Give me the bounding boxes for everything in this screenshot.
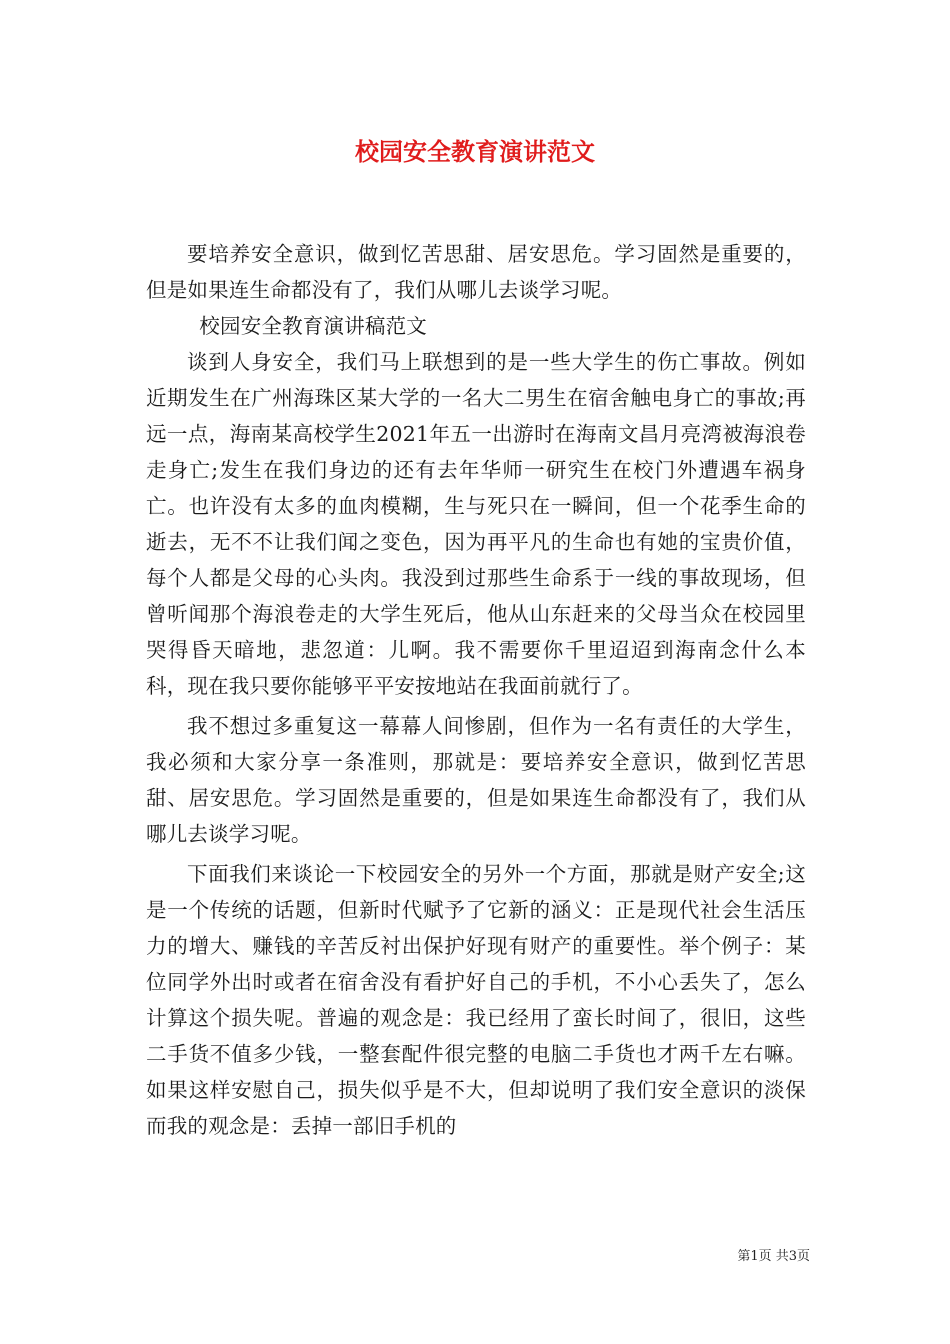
paragraph-principle: 我不想过多重复这一幕幕人间惨剧，但作为一名有责任的大学生，我必须和大家分享一条准则，那就是：要培养安全意识，做到忆苦思甜、居安思危。学习固然是重要的，但是如果连生命都没有了，我们从哪儿去谈学习呢。: [146, 714, 806, 846]
paragraph-property-safety: 下面我们来谈论一下校园安全的另外一个方面，那就是财产安全;这是一个传统的话题，但新时代赋予了它新的涵义：正是现代社会生活压力的增大、赚钱的辛苦反衬出保护好现有财产的重要性。举个例子：某位同学外出时或者在宿舍没有看护好自己的手机，不小心丢失了，怎么计算这个损失呢。普遍的观念是：我已经用了蛮长时间了，很旧，这些二手货不值多少钱，一整套配件很完整的电脑二手货也才两千左右嘛。如果这样安慰自己，损失似乎是不大，但却说明了我们安全意识的淡保而我的观念是：丢掉一部旧手机的: [146, 862, 806, 1138]
paragraph-intro: 要培养安全意识，做到忆苦思甜、居安思危。学习固然是重要的，但是如果连生命都没有了，我们从哪儿去谈学习呢。: [146, 242, 806, 302]
paragraph-subtitle: 校园安全教育演讲稿范文: [199, 314, 427, 338]
page-number: 第1页 共3页: [737, 1249, 810, 1264]
paragraph-personal-safety: 谈到人身安全，我们马上联想到的是一些大学生的伤亡事故。例如近期发生在广州海珠区某大学的一名大二男生在宿舍触电身亡的事故;再远一点，海南某高校学生2021年五一出游时在海南文昌月亮湾被海浪卷走身亡;发生在我们身边的还有去年华师一研究生在校门外遭遇车祸身亡。也许没有太多的血肉模糊，生与死只在一瞬间，但一个花季生命的逝去，无不不让我们闻之变色，因为再平凡的生命也有她的宝贵价值，每个人都是父母的心头肉。我没到过那些生命系于一线的事故现场，但曾听闻那个海浪卷走的大学生死后，他从山东赶来的父母当众在校园里哭得昏天暗地，悲忽道：儿啊。我不需要你千里迢迢到海南念什么本科，现在我只要你能够平平安按地站在我面前就行了。: [146, 350, 806, 698]
page-title: 校园安全教育演讲范文: [355, 137, 595, 166]
document-body: [146, 236, 806, 1148]
